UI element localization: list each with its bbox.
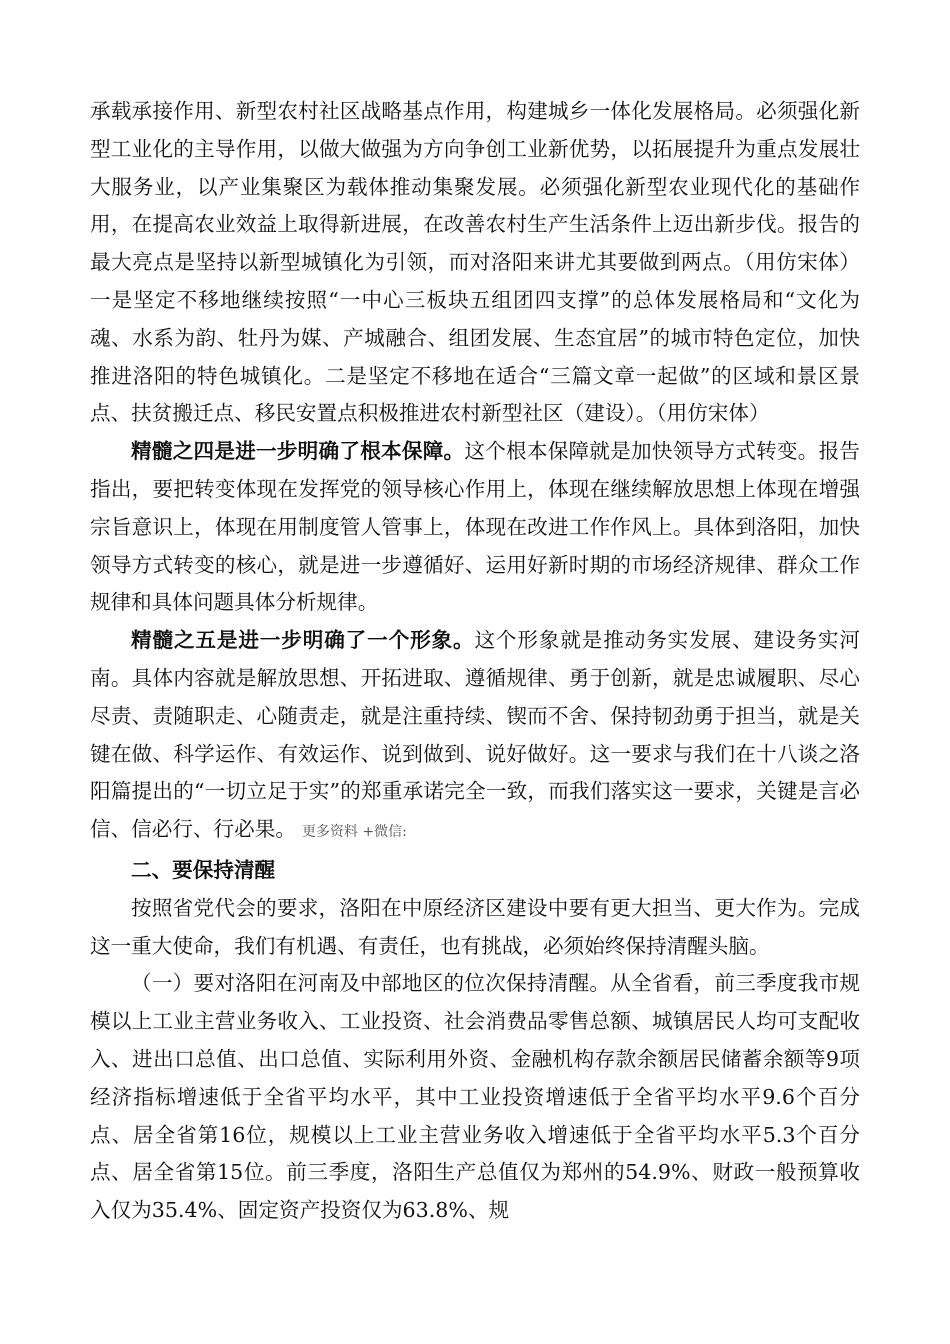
paragraph-2-lead: 精髓之四是进一步明确了根本保障。 (131, 439, 465, 464)
paragraph-5: （一）要对洛阳在河南及中部地区的位次保持清醒。从全省看，前三季度我市规模以上工业主营业务收入、工业投资、社会消费品零售总额、城镇居民人均可支配收入、进出口总值、出口总值、实际利用外资、金融机构存款余额居民储蓄余额等9项经济指标增速低于全省平均水平，其中工业投资增速低于全省平均水平9.6个百分点、居全省第16位，规模以上工业主营业务收入增速低于全省平均水平5.3个百分点、居全省第15位。前三季度，洛阳生产总值仅为郑州的54.9%、财政一般预算收入仅为35.4%、固定资产投资仅为63.8%、规 (90, 971, 860, 1223)
paragraph-1: 承载承接作用、新型农村社区战略基点作用，构建城乡一体化发展格局。必须强化新型工业化的主导作用，以做大做强为方向争创工业新优势，以拓展提升为重点发展壮大服务业，以产业集聚区为载体推动集聚发展。必须强化新型农业现代化的基础作用，在提高农业效益上取得新进展，在改善农村生产生活条件上迈出新步伐。报告的最大亮点是坚持以新型城镇化为引领，而对洛阳来讲尤其要做到两点。（用仿宋体）一是坚定不移地继续按照“一中心三板块五组团四支撑”的总体发展格局和“文化为魂、水系为韵、牡丹为媒、产城融合、组团发展、生态宜居”的城市特色定位，加快推进洛阳的特色城镇化。二是坚定不移地在适合“三篇文章一起做”的区域和景区景点、扶贫搬迁点、移民安置点积极推进农村新型社区（建设）。（用仿宋体） (90, 99, 860, 426)
paragraph-4: 按照省党代会的要求，洛阳在中原经济区建设中要有更大担当、更大作为。完成这一重大使命，我们有机遇、有责任，也有挑战，必须始终保持清醒头脑。 (90, 895, 860, 958)
promo-note: 更多资料 +微信: (301, 824, 407, 841)
paragraph-3-lead: 精髓之五是进一步明确了一个形象。 (131, 628, 475, 653)
paragraph-3 (90, 622, 860, 852)
document-page (90, 93, 860, 1230)
paragraph-2-body: 这个根本保障就是加快领导方式转变。报告指出，要把转变体现在发挥党的领导核心作用上，体现在继续解放思想上体现在增强宗旨意识上，体现在用制度管人管事上，体现在改进工作作风上。具体到洛阳，加快领导方式转变的核心，就是进一步遵循好、运用好新时期的市场经济规律、群众工作规律和具体问题具体分析规律。 (90, 439, 861, 615)
section-heading: 二、要保持清醒 (131, 857, 276, 882)
paragraph-3-body: 这个形象就是推动务实发展、建设务实河南。具体内容就是解放思想、开拓进取、遵循规律、勇于创新，就是忠诚履职、尽心尽责、责随职走、心随责走，就是注重持续、锲而不舍、保持韧劲勇于担当，就是关键在做、科学运作、有效运作、说到做到、说好做好。这一要求与我们在十八谈之洛阳篇提出的“一切立足于实”的郑重承诺完全一致，而我们落实这一要求，关键是言必信、信必行、行必果。 (90, 628, 860, 842)
paragraph-2 (90, 433, 860, 622)
